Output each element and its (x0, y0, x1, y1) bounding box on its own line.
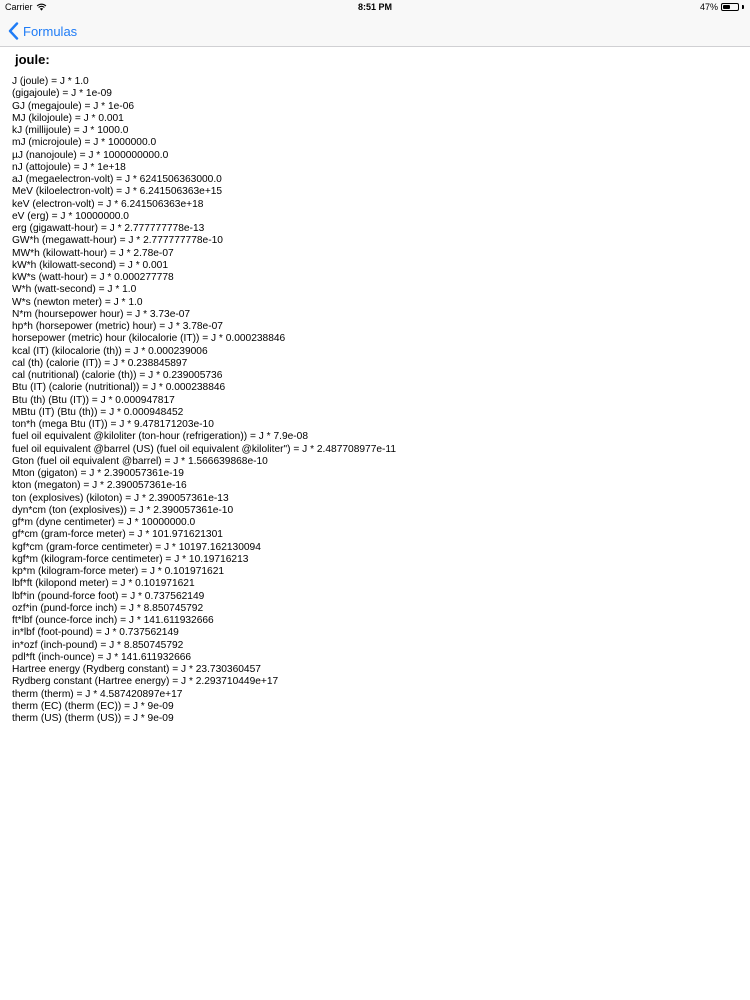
formula-line: W*s (newton meter) = J * 1.0 (12, 296, 143, 308)
formula-line: Btu (th) (Btu (IT)) = J * 0.000947817 (12, 394, 175, 406)
battery-percent: 47% (699, 2, 718, 12)
formula-line: W*h (watt-second) = J * 1.0 (12, 284, 137, 296)
formula-line: Rydberg constant (Hartree energy) = J * 2.293710449e+17 (12, 676, 279, 688)
formula-line: Btu (IT) (calorie (nutritional)) = J * 0.000238846 (12, 382, 226, 394)
formula-line: mJ (microjoule) = J * 1000000.0 (12, 137, 157, 149)
status-time: 8:51 PM (357, 2, 392, 12)
formula-line: (gigajoule) = J * 1e-09 (12, 88, 112, 100)
status-bar (0, 0, 750, 16)
formula-line: gf*cm (gram-force meter) = J * 101.971621301 (12, 529, 223, 541)
chevron-left-icon (8, 22, 19, 40)
formula-content (0, 47, 750, 1000)
formula-line: kton (megaton) = J * 2.390057361e-16 (12, 480, 187, 492)
formula-line: lbf*ft (kilopond meter) = J * 0.101971621 (12, 578, 195, 590)
formula-line: kp*m (kilogram-force meter) = J * 0.101971621 (12, 566, 225, 577)
formula-line: kW*h (kilowatt-second) = J * 0.001 (12, 259, 168, 271)
formula-line: erg (gigawatt-hour) = J * 2.777777778e-13 (12, 223, 205, 234)
formula-line: in*lbf (foot-pound) = J * 0.737562149 (12, 627, 179, 639)
formula-line: kJ (millijoule) = J * 1000.0 (12, 125, 129, 136)
formula-line: aJ (megaelectron-volt) = J * 6241506363000.0 (12, 174, 222, 185)
formula-line: hp*h (horsepower (metric) hour) = J * 3.78e-07 (12, 321, 223, 332)
back-button-label: Formulas (23, 23, 78, 39)
formula-line: fuel oil equivalent @barrel (US) (fuel oil equivalent @kiloliter") = J * 2.487708977e-11 (12, 443, 396, 455)
navigation-bar (0, 16, 750, 47)
formula-line: pdl*ft (inch-ounce) = J * 141.611932666 (12, 651, 192, 663)
formula-line: ft*lbf (ounce-force inch) = J * 141.611932666 (12, 615, 214, 626)
formula-line: ton (explosives) (kiloton) = J * 2.390057361e-13 (12, 492, 229, 504)
formula-line: MeV (kiloelectron-volt) = J * 6.241506363e+15 (12, 186, 223, 198)
formula-line: horsepower (metric) hour (kilocalorie (IT)) = J * 0.000238846 (12, 333, 286, 345)
formula-line: Mton (gigaton) = J * 2.390057361e-19 (12, 468, 184, 479)
formula-line: ton*h (mega Btu (IT)) = J * 9.478171203e-10 (12, 419, 214, 430)
carrier-label: Carrier (5, 2, 33, 12)
formula-line: therm (EC) (therm (EC)) = J * 9e-09 (12, 700, 174, 712)
formula-line: GJ (megajoule) = J * 1e-06 (12, 100, 135, 112)
formula-line: MJ (kilojoule) = J * 0.001 (12, 112, 124, 124)
formula-line: lbf*in (pound-force foot) = J * 0.737562149 (12, 590, 205, 602)
formula-line: µJ (nanojoule) = J * 1000000000.0 (12, 149, 169, 161)
formula-line: MBtu (IT) (Btu (th)) = J * 0.000948452 (12, 406, 184, 418)
formula-line: keV (electron-volt) = J * 6.241506363e+18 (12, 198, 204, 210)
formula-line: kcal (IT) (kilocalorie (th)) = J * 0.000239006 (12, 345, 208, 357)
formula-line: gf*m (dyne centimeter) = J * 10000000.0 (12, 517, 196, 528)
battery-icon (721, 3, 739, 11)
formula-line: dyn*cm (ton (explosives)) = J * 2.390057361e-10 (12, 504, 234, 516)
formula-line: kW*s (watt-hour) = J * 0.000277778 (12, 272, 174, 283)
formula-line: MW*h (kilowatt-hour) = J * 2.78e-07 (12, 247, 174, 259)
page-title: joule: (15, 52, 50, 67)
battery-cap (742, 5, 744, 9)
back-button[interactable] (8, 20, 77, 42)
formula-line: J (joule) = J * 1.0 (12, 76, 89, 87)
formula-line: kgf*m (kilogram-force centimeter) = J * 10.19716213 (12, 553, 249, 565)
status-right (700, 2, 744, 12)
formula-line: in*ozf (inch-pound) = J * 8.850745792 (12, 639, 184, 651)
formula-line: fuel oil equivalent @kiloliter (ton-hour (refrigeration)) = J * 7.9e-08 (12, 431, 309, 443)
formula-line: eV (erg) = J * 10000000.0 (12, 210, 129, 222)
formula-line: Gton (fuel oil equivalent @barrel) = J * 1.566639868e-10 (12, 455, 268, 467)
formula-line: cal (th) (calorie (IT)) = J * 0.238845897 (12, 357, 188, 369)
formula-line: Hartree energy (Rydberg constant) = J * 23.730360457 (12, 664, 261, 675)
formula-line: N*m (hoursepower hour) = J * 3.73e-07 (12, 308, 191, 320)
formula-line: therm (therm) = J * 4.587420897e+17 (12, 688, 183, 700)
formula-list (12, 76, 396, 725)
formula-line: GW*h (megawatt-hour) = J * 2.777777778e-10 (12, 235, 223, 247)
formula-line: cal (nutritional) (calorie (th)) = J * 0.239005736 (12, 370, 223, 381)
battery-level (723, 5, 730, 9)
formula-line: ozf*in (pund-force inch) = J * 8.850745792 (12, 602, 204, 614)
formula-line: therm (US) (therm (US)) = J * 9e-09 (12, 713, 174, 724)
formula-line: nJ (attojoule) = J * 1e+18 (12, 161, 126, 173)
formula-line: kgf*cm (gram-force centimeter) = J * 10197.162130094 (12, 541, 261, 553)
